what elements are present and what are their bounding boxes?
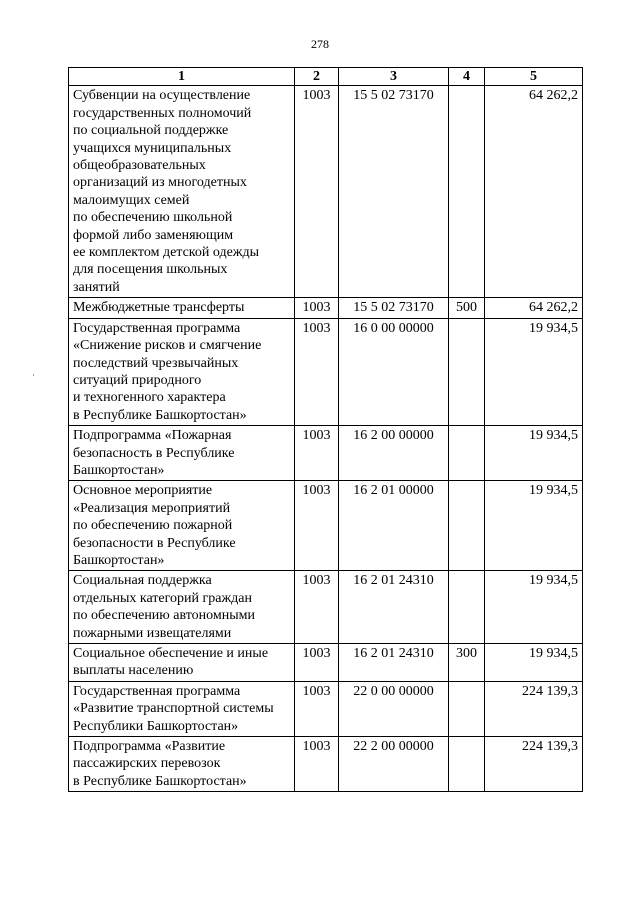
- row-name-cell: [69, 318, 295, 425]
- row-name-line: пассажирских перевозок: [73, 756, 221, 772]
- row-name-line: Субвенции на осуществление: [73, 88, 251, 104]
- table-row: [69, 318, 583, 425]
- row-target-code-cell: 22 2 00 00000: [339, 737, 449, 792]
- row-expense-type-cell: 500: [449, 298, 485, 318]
- row-name-line: организаций из многодетных: [73, 175, 247, 191]
- row-section-cell: 1003: [295, 86, 339, 298]
- row-name-line: общеобразовательных: [73, 158, 206, 174]
- row-name-line: формой либо заменяющим: [73, 227, 234, 243]
- row-amount-cell: 19 934,5: [485, 571, 583, 644]
- row-name-line: государственных полномочий: [73, 105, 252, 121]
- row-expense-type-cell: [449, 86, 485, 298]
- row-amount-cell: 19 934,5: [485, 644, 583, 682]
- row-expense-type-cell: [449, 681, 485, 736]
- row-expense-type-cell: [449, 481, 485, 571]
- row-target-code-cell: 16 2 00 00000: [339, 426, 449, 481]
- row-name-line: Государственная программа: [73, 320, 241, 336]
- row-name-line: Подпрограмма «Развитие: [73, 739, 226, 755]
- row-target-code-cell: 16 0 00 00000: [339, 318, 449, 425]
- row-name-line: Башкортостан»: [73, 552, 165, 568]
- row-section-cell: 1003: [295, 481, 339, 571]
- column-header-target-code: 3: [339, 68, 449, 86]
- table-row: [69, 644, 583, 682]
- row-amount-cell: 64 262,2: [485, 86, 583, 298]
- table-row: [69, 571, 583, 644]
- row-amount-cell: 19 934,5: [485, 318, 583, 425]
- row-section-cell: 1003: [295, 426, 339, 481]
- row-name-line: безопасности в Республике: [73, 535, 236, 551]
- row-name-line: в Республике Башкортостан»: [73, 773, 247, 789]
- column-header-amount: 5: [485, 68, 583, 86]
- table-row: [69, 737, 583, 792]
- row-name-cell: [69, 571, 295, 644]
- row-name-line: Межбюджетные трансферты: [73, 300, 245, 316]
- row-name-line: ситуаций природного: [73, 372, 202, 388]
- row-name-line: Основное мероприятие: [73, 483, 213, 499]
- row-name-line: малоимущих семей: [73, 192, 190, 208]
- row-name-line: Социальное обеспечение и иные: [73, 646, 269, 661]
- row-section-cell: 1003: [295, 318, 339, 425]
- row-target-code-cell: 16 2 01 24310: [339, 571, 449, 644]
- row-amount-cell: 19 934,5: [485, 481, 583, 571]
- row-name-line: ее комплектом детской одежды: [73, 245, 260, 261]
- row-target-code-cell: 15 5 02 73170: [339, 86, 449, 298]
- row-name-line: «Снижение рисков и смягчение: [73, 338, 262, 354]
- row-expense-type-cell: [449, 426, 485, 481]
- row-name-line: Башкортостан»: [73, 462, 165, 478]
- row-amount-cell: 224 139,3: [485, 737, 583, 792]
- column-header-section: 2: [295, 68, 339, 86]
- row-section-cell: 1003: [295, 681, 339, 736]
- row-name-cell: [69, 426, 295, 481]
- row-amount-cell: 19 934,5: [485, 426, 583, 481]
- column-header-expense-type: 4: [449, 68, 485, 86]
- table-row: [69, 481, 583, 571]
- row-amount-cell: 224 139,3: [485, 681, 583, 736]
- row-name-line: учащихся муниципальных: [73, 140, 232, 156]
- row-section-cell: 1003: [295, 737, 339, 792]
- row-name-line: отдельных категорий граждан: [73, 590, 252, 606]
- row-expense-type-cell: [449, 318, 485, 425]
- row-target-code-cell: 15 5 02 73170: [339, 298, 449, 318]
- row-name-cell: [69, 298, 295, 318]
- budget-table: [68, 67, 583, 792]
- row-section-cell: 1003: [295, 298, 339, 318]
- table-row: [69, 426, 583, 481]
- table-row: [69, 298, 583, 318]
- row-name-line: выплаты населению: [73, 663, 194, 679]
- row-expense-type-cell: [449, 737, 485, 792]
- row-target-code-cell: 16 2 01 00000: [339, 481, 449, 571]
- page-number: 278: [311, 37, 329, 51]
- row-name-line: Государственная программа: [73, 683, 241, 699]
- row-name-line: пожарными извещателями: [73, 625, 232, 641]
- row-section-cell: 1003: [295, 644, 339, 682]
- row-name-line: безопасность в Республике: [73, 445, 235, 461]
- row-name-line: и техногенного характера: [73, 390, 226, 406]
- row-name-cell: [69, 86, 295, 298]
- row-amount-cell: 64 262,2: [485, 298, 583, 318]
- row-name-cell: [69, 481, 295, 571]
- row-name-line: по обеспечению пожарной: [73, 518, 233, 534]
- table-body: [69, 86, 583, 792]
- row-name-cell: [69, 644, 295, 682]
- row-name-line: последствий чрезвычайных: [73, 355, 239, 371]
- table-header-row: [69, 68, 583, 86]
- table-row: [69, 681, 583, 736]
- row-name-line: «Развитие транспортной системы: [73, 701, 274, 717]
- row-expense-type-cell: [449, 571, 485, 644]
- row-name-line: Республики Башкортостан»: [73, 718, 239, 734]
- row-name-line: «Реализация мероприятий: [73, 500, 231, 516]
- scan-artifact: [33, 374, 34, 376]
- row-expense-type-cell: 300: [449, 644, 485, 682]
- row-name-line: занятий: [73, 279, 120, 295]
- row-section-cell: 1003: [295, 571, 339, 644]
- row-name-line: по обеспечению школьной: [73, 210, 233, 226]
- row-name-cell: [69, 681, 295, 736]
- table-row: [69, 86, 583, 298]
- row-name-line: по социальной поддержке: [73, 123, 229, 139]
- row-name-line: по обеспечению автономными: [73, 608, 256, 624]
- row-name-cell: [69, 737, 295, 792]
- row-name-line: для посещения школьных: [73, 262, 228, 278]
- row-target-code-cell: 16 2 01 24310: [339, 644, 449, 682]
- row-name-line: Подпрограмма «Пожарная: [73, 428, 232, 444]
- row-name-line: в Республике Башкортостан»: [73, 407, 247, 423]
- row-name-line: Социальная поддержка: [73, 573, 212, 589]
- column-header-name: 1: [69, 68, 295, 86]
- row-target-code-cell: 22 0 00 00000: [339, 681, 449, 736]
